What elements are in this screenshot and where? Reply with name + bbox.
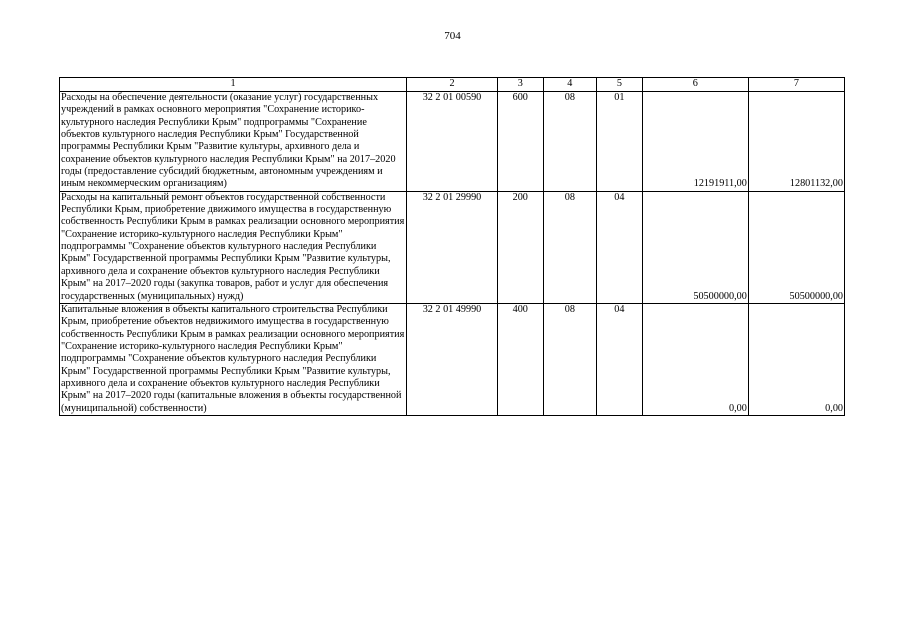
- amount-year-2: 50500000,00: [748, 191, 844, 303]
- expense-name: Расходы на капитальный ремонт объектов государственной собственности Республики Крым, приобретение движимого имущества в государственную собственность Республики Крым в рамках реализации основного мероприятия "Сохранение историко-культурного наследия Республики Крым" подпрограммы "Сохранение объектов культурного наследия Республики Крым" Государственной программы Республики Крым "Развитие культуры, архивного дела и сохранение объектов культурного наследия Республики Крым" на 2017–2020 годы (закупка товаров, работ и услуг для обеспечения государственных (муниципальных) нужд): [60, 191, 407, 303]
- section-code: 08: [543, 303, 597, 415]
- subsection-code: 04: [597, 303, 643, 415]
- target-article-code: 32 2 01 00590: [406, 92, 497, 192]
- expense-type-code: 200: [498, 191, 544, 303]
- header-row: [60, 78, 845, 92]
- header-cell-2: 2: [406, 78, 497, 92]
- header-cell-4: 4: [543, 78, 597, 92]
- expense-type-code: 400: [498, 303, 544, 415]
- header-cell-5: 5: [597, 78, 643, 92]
- table-row: [60, 92, 845, 192]
- table-row: [60, 303, 845, 415]
- section-code: 08: [543, 191, 597, 303]
- header-cell-6: 6: [642, 78, 748, 92]
- budget-table: [59, 77, 845, 416]
- section-code: 08: [543, 92, 597, 192]
- amount-year-2: 0,00: [748, 303, 844, 415]
- header-cell-7: 7: [748, 78, 844, 92]
- header-cell-3: 3: [498, 78, 544, 92]
- expense-type-code: 600: [498, 92, 544, 192]
- header-cell-1: 1: [60, 78, 407, 92]
- table-row: [60, 191, 845, 303]
- subsection-code: 04: [597, 191, 643, 303]
- target-article-code: 32 2 01 49990: [406, 303, 497, 415]
- amount-year-2: 12801132,00: [748, 92, 844, 192]
- page-number: 704: [444, 30, 461, 42]
- amount-year-1: 50500000,00: [642, 191, 748, 303]
- expense-name: Капитальные вложения в объекты капитального строительства Республики Крым, приобретение объектов недвижимого имущества в государственную собственность Республики Крым в рамках реализации основного мероприятия "Сохранение историко-культурного наследия Республики Крым" подпрограммы "Сохранение объектов культурного наследия Республики Крым" Государственной программы Республики Крым "Развитие культуры, архивного дела и сохранение объектов культурного наследия Республики Крым" на 2017–2020 годы (капитальные вложения в объекты государственной (муниципальной) собственности): [60, 303, 407, 415]
- subsection-code: 01: [597, 92, 643, 192]
- amount-year-1: 12191911,00: [642, 92, 748, 192]
- expense-name: Расходы на обеспечение деятельности (оказание услуг) государственных учреждений в рамках основного мероприятия "Сохранение историко-культурного наследия Республики Крым" подпрограммы "Сохранение объектов культурного наследия Республики Крым" Государственной программы Республики Крым "Развитие культуры, архивного дела и сохранение объектов культурного наследия Республики Крым" на 2017–2020 годы (предоставление субсидий бюджетным, автономным учреждениям и иным некоммерческим организациям): [60, 92, 407, 192]
- target-article-code: 32 2 01 29990: [406, 191, 497, 303]
- amount-year-1: 0,00: [642, 303, 748, 415]
